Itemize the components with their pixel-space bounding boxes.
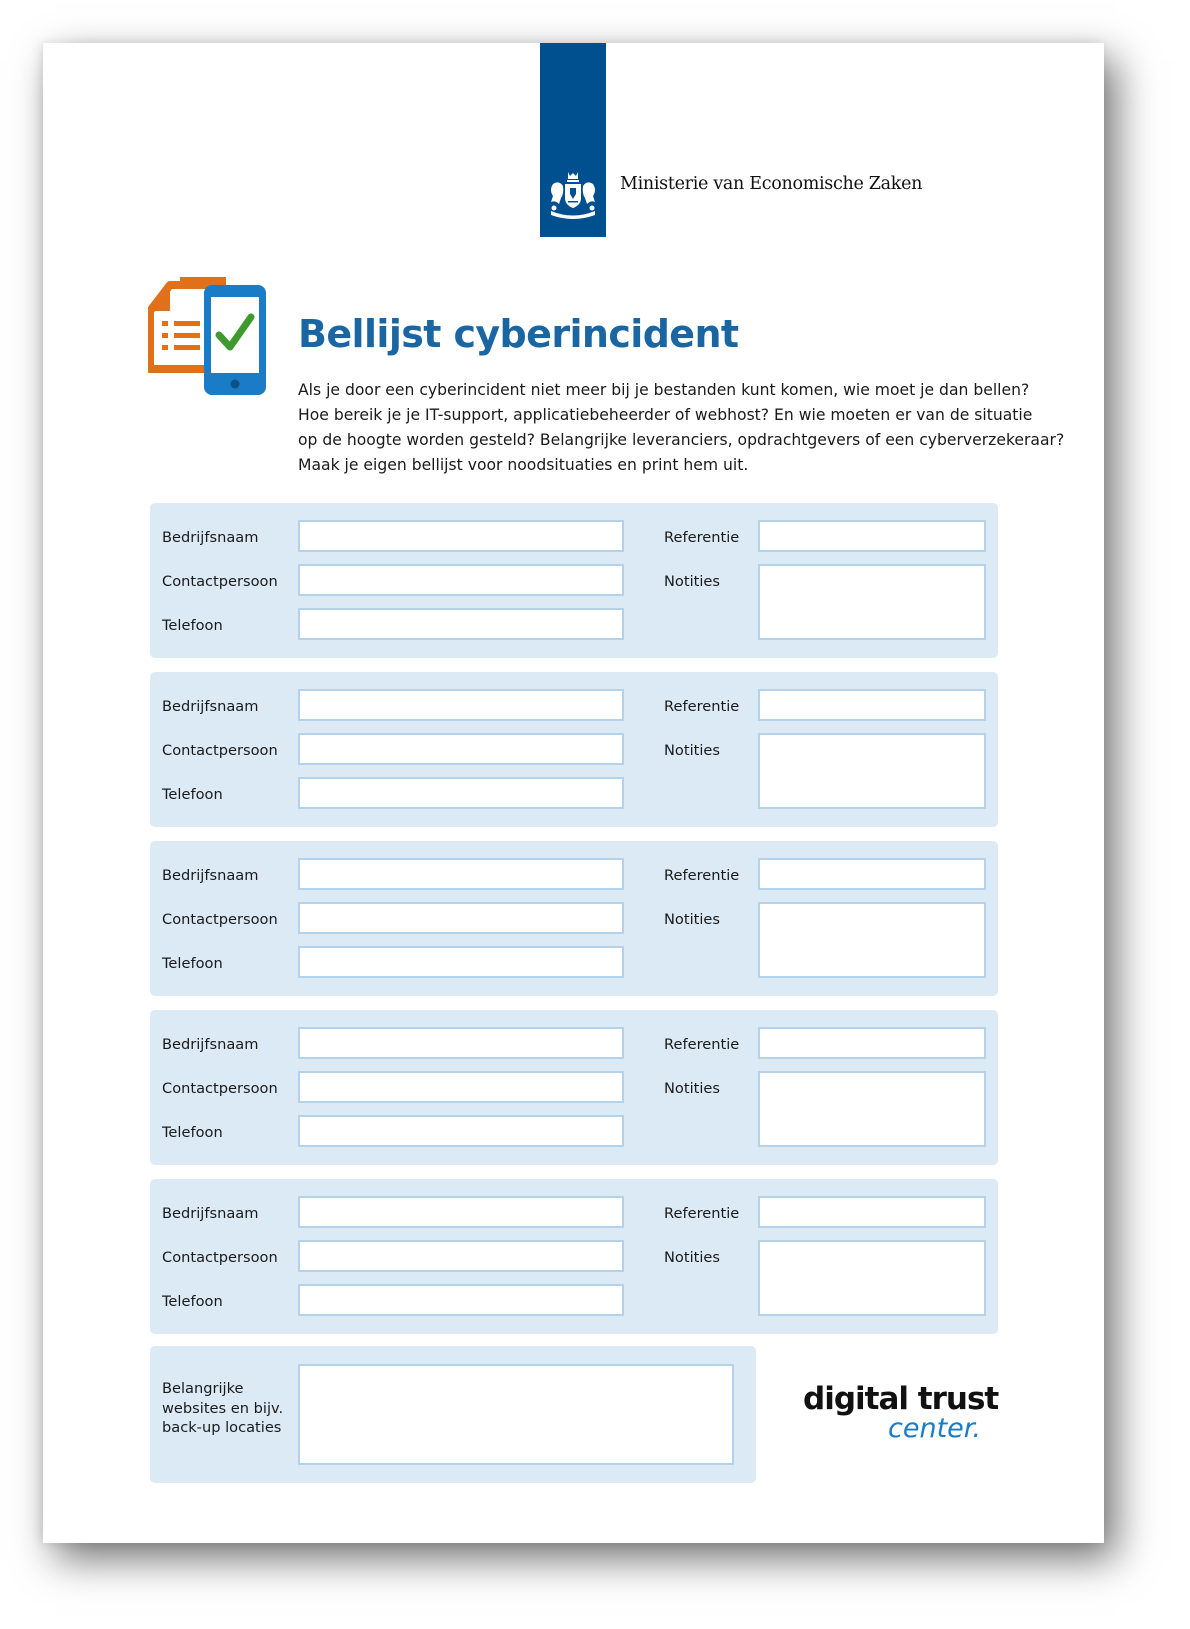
reference-field[interactable] — [758, 1027, 986, 1059]
contact-person-field[interactable] — [298, 564, 624, 596]
phone-label: Telefoon — [162, 617, 223, 634]
phone-label: Telefoon — [162, 1124, 223, 1141]
ministry-name: Ministerie van Economische Zaken — [620, 174, 923, 194]
reference-field[interactable] — [758, 520, 986, 552]
notes-field[interactable] — [758, 1240, 986, 1316]
page-title: Bellijst cyberincident — [298, 312, 739, 356]
contact-person-field[interactable] — [298, 1071, 624, 1103]
company-field[interactable] — [298, 520, 624, 552]
phone-field[interactable] — [298, 1284, 624, 1316]
notes-field[interactable] — [758, 733, 986, 809]
reference-field[interactable] — [758, 858, 986, 890]
phone-field[interactable] — [298, 1115, 624, 1147]
contact-person-label: Contactpersoon — [162, 1249, 278, 1266]
notes-label: Notities — [664, 573, 720, 590]
contact-person-label: Contactpersoon — [162, 1080, 278, 1097]
company-field[interactable] — [298, 1027, 624, 1059]
logo-line-1: digital trust — [803, 1381, 999, 1417]
contact-person-label: Contactpersoon — [162, 573, 278, 590]
intro-line: Hoe bereik je je IT-support, applicatiebeheerder of webhost? En wie moeten er van de situatie — [298, 406, 1033, 424]
phone-field[interactable] — [298, 946, 624, 978]
contact-block-5 — [150, 1179, 998, 1334]
company-label: Bedrijfsnaam — [162, 698, 259, 715]
contact-block-4 — [150, 1010, 998, 1165]
company-field[interactable] — [298, 1196, 624, 1228]
document-phone-check-icon — [148, 275, 278, 401]
notes-field[interactable] — [758, 1071, 986, 1147]
intro-paragraph — [298, 378, 1065, 478]
phone-field[interactable] — [298, 777, 624, 809]
websites-label-line: websites en bijv. — [162, 1399, 284, 1417]
phone-label: Telefoon — [162, 1293, 223, 1310]
company-label: Bedrijfsnaam — [162, 1205, 259, 1222]
contact-person-field[interactable] — [298, 1240, 624, 1272]
intro-line: Als je door een cyberincident niet meer bij je bestanden kunt komen, wie moet je dan bellen? — [298, 381, 1030, 399]
reference-label: Referentie — [664, 698, 740, 715]
notes-field[interactable] — [758, 902, 986, 978]
contact-person-field[interactable] — [298, 902, 624, 934]
intro-line: Maak je eigen bellijst voor noodsituaties en print hem uit. — [298, 456, 749, 474]
contact-block-3 — [150, 841, 998, 996]
contact-person-field[interactable] — [298, 733, 624, 765]
reference-field[interactable] — [758, 1196, 986, 1228]
royal-crest-icon — [545, 168, 601, 224]
digital-trust-center-logo — [803, 1381, 999, 1444]
phone-label: Telefoon — [162, 955, 223, 972]
logo-line-2: center. — [888, 1413, 981, 1444]
websites-block — [150, 1346, 756, 1483]
reference-label: Referentie — [664, 529, 740, 546]
intro-line: op de hoogte worden gesteld? Belangrijke leveranciers, opdrachtgevers of een cyberverzekeraar? — [298, 431, 1065, 449]
company-field[interactable] — [298, 689, 624, 721]
notes-field[interactable] — [758, 564, 986, 640]
websites-field[interactable] — [298, 1364, 734, 1465]
notes-label: Notities — [664, 742, 720, 759]
company-label: Bedrijfsnaam — [162, 867, 259, 884]
phone-label: Telefoon — [162, 786, 223, 803]
notes-label: Notities — [664, 1080, 720, 1097]
company-label: Bedrijfsnaam — [162, 529, 259, 546]
websites-label-line: back-up locaties — [162, 1419, 282, 1436]
contact-person-label: Contactpersoon — [162, 742, 278, 759]
contact-block-2 — [150, 672, 998, 827]
company-field[interactable] — [298, 858, 624, 890]
reference-field[interactable] — [758, 689, 986, 721]
reference-label: Referentie — [664, 867, 740, 884]
phone-field[interactable] — [298, 608, 624, 640]
contact-block-1 — [150, 503, 998, 658]
notes-label: Notities — [664, 1249, 720, 1266]
notes-label: Notities — [664, 911, 720, 928]
company-label: Bedrijfsnaam — [162, 1036, 259, 1053]
reference-label: Referentie — [664, 1205, 740, 1222]
contact-person-label: Contactpersoon — [162, 911, 278, 928]
websites-label — [162, 1379, 283, 1438]
websites-label-line: Belangrijke — [162, 1380, 244, 1397]
reference-label: Referentie — [664, 1036, 740, 1053]
